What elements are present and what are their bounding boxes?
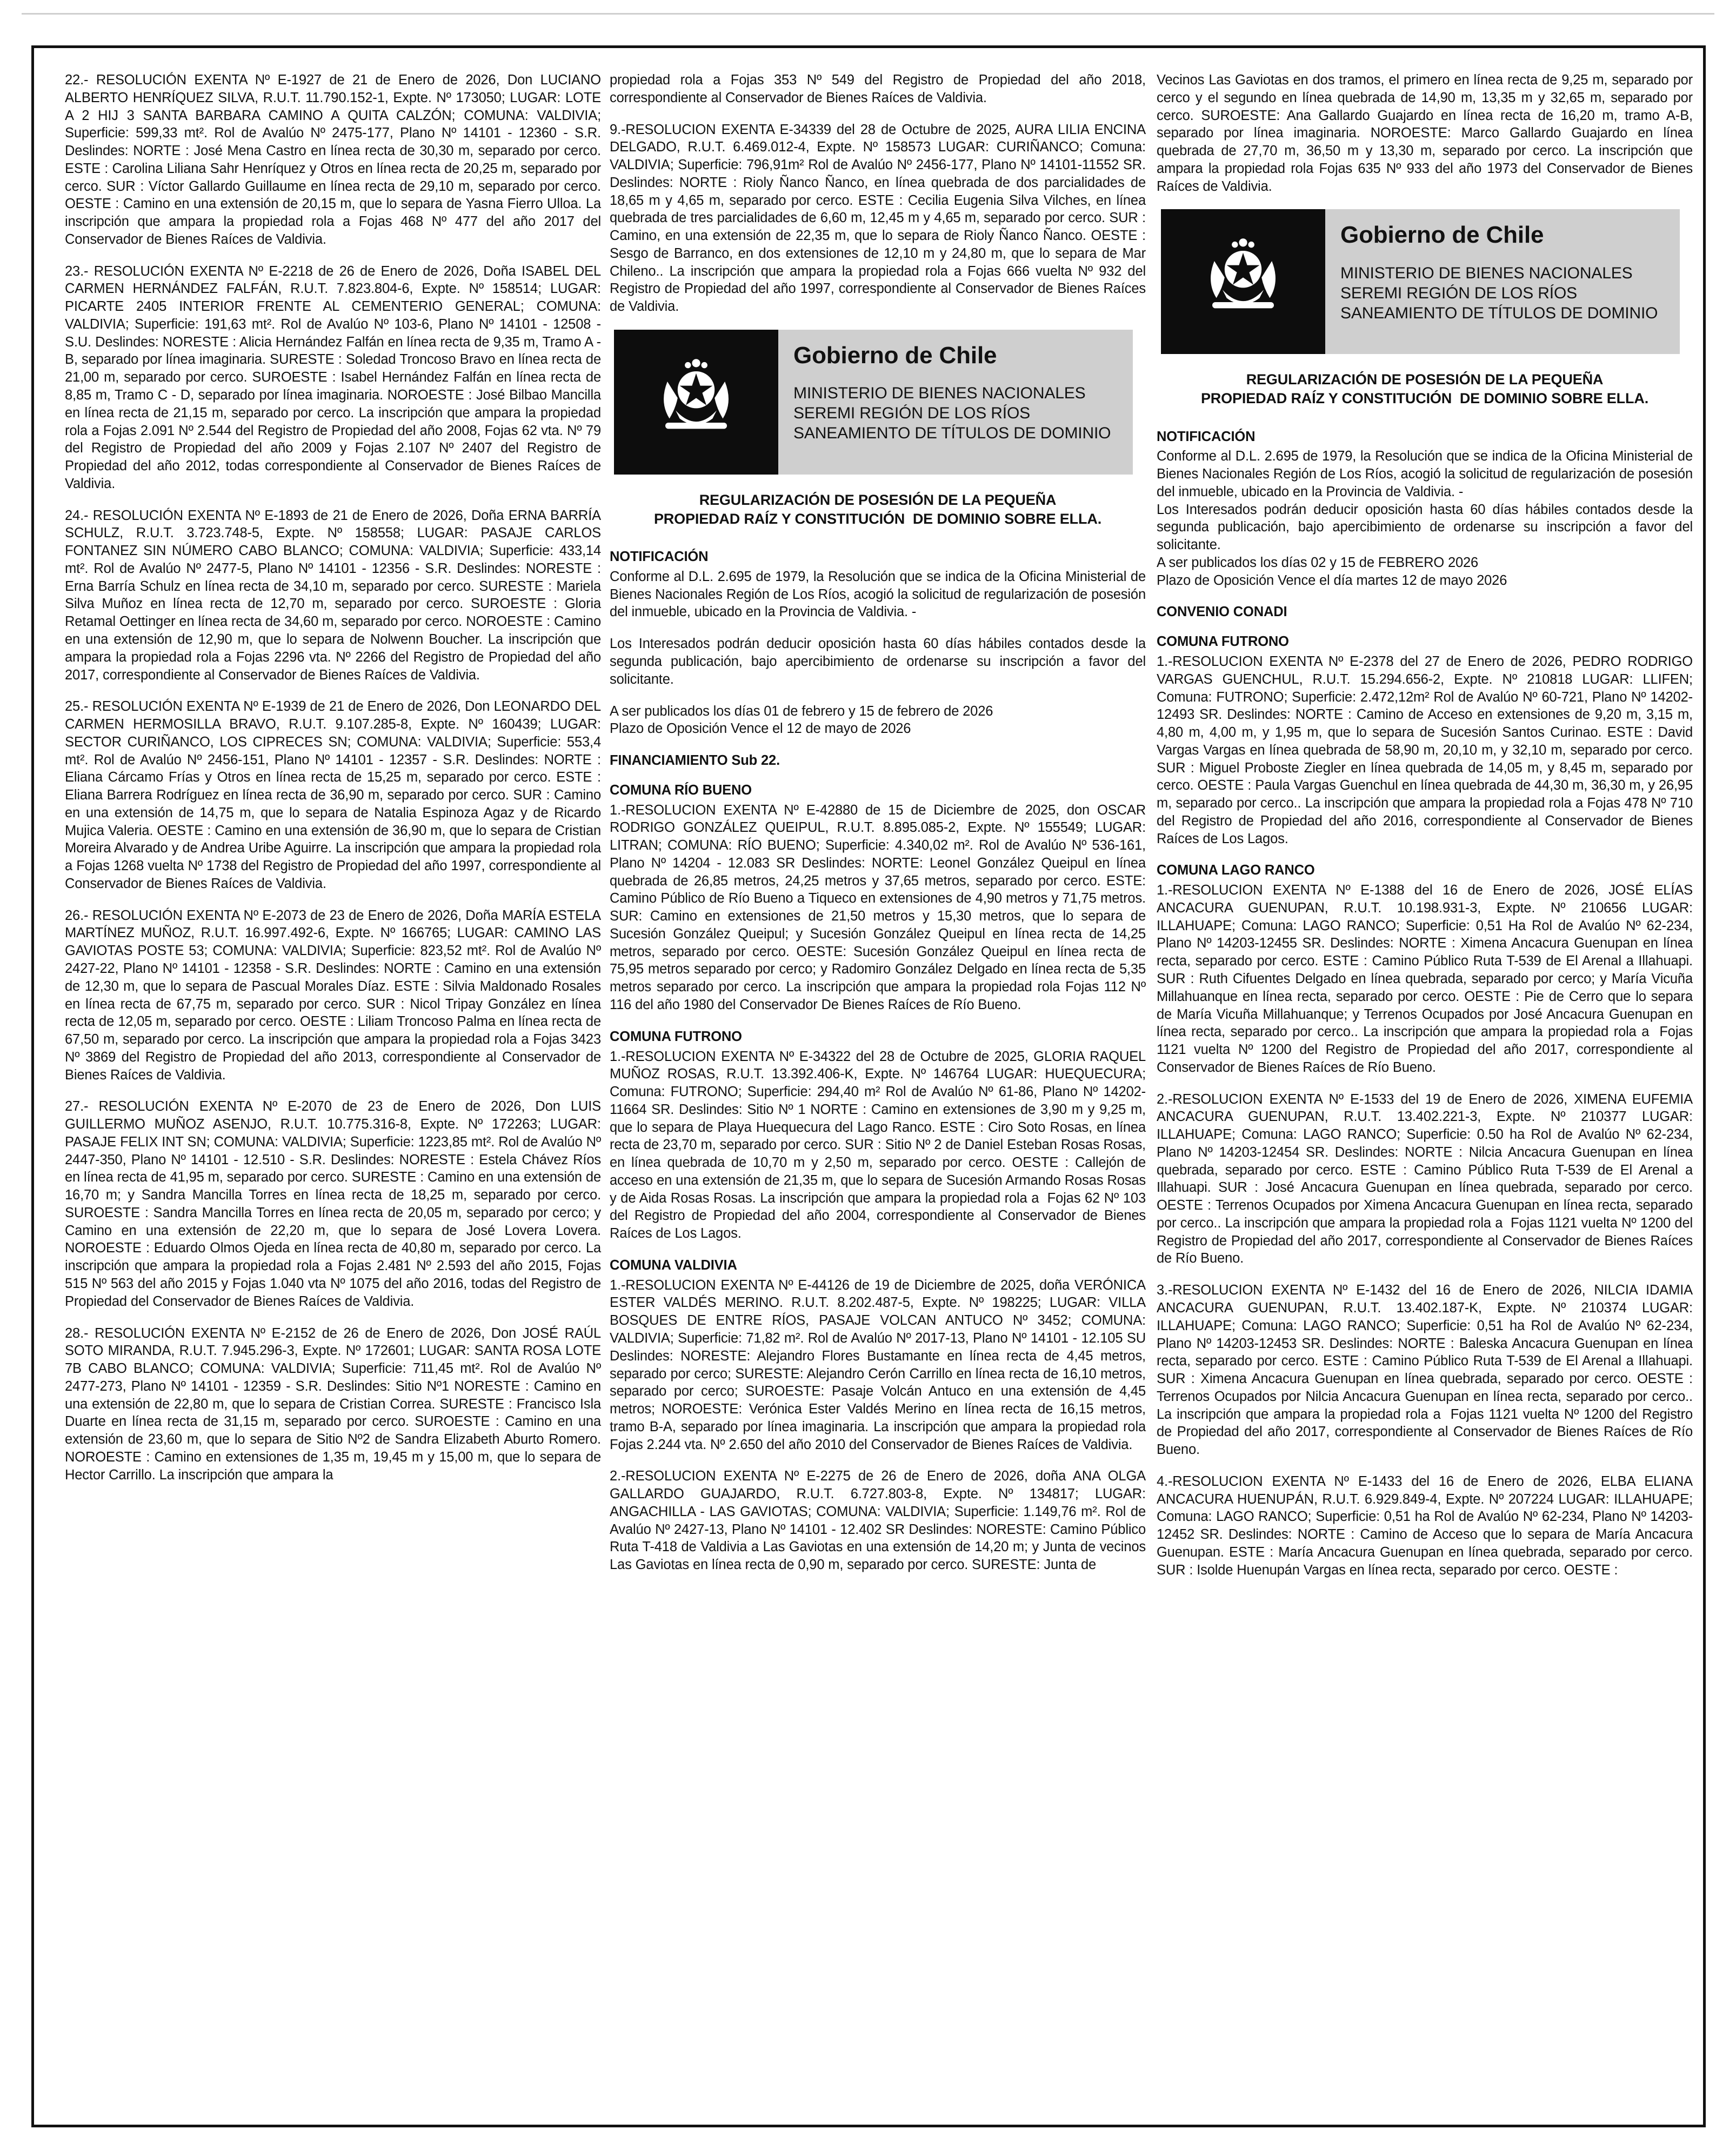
comuna-futrono-heading: COMUNA FUTRONO — [610, 1029, 742, 1044]
gobierno-banner — [1161, 209, 1680, 354]
regularizacion-title: REGULARIZACIÓN DE POSESIÓN DE LA PEQUEÑA PROPIEDAD RAÍZ Y CONSTITUCIÓN DE DOMINIO SOBRE ELLA. — [1200, 371, 1649, 407]
notificacion-text: Conforme al D.L. 2.695 de 1979, la Resolución que se indica de la Oficina Ministerial de Bienes Nacionales Región de Los Ríos, acogió la solicitud de regularización de posesión del inmueble, ubicado en la Provincia de Valdivia. - Los Interesados podrán deducir oposición hasta 60 días hábiles contados desde la segunda publicación, bajo apercibimiento de ordenarse su inscripción a favor del solicitante. A ser publicados los días 02 y 15 de FEBRERO 2026 Plazo de Oposición Vence el día martes 12 de mayo 2026 — [1157, 449, 1693, 588]
notificacion-heading: NOTIFICACIÓN — [610, 549, 709, 565]
lago-ranco-item-4: 4.-RESOLUCION EXENTA Nº E-1433 del 16 de Enero de 2026, ELBA ELIANA ANCACURA HUENUPÁN, R.U.T. 6.929.849-4, Expte. Nº 207224 LUGAR: ILLAHUAPE; Comuna: LAGO RANCO; Superficie: 0,51 ha Rol de Avalúo Nº 62-234, Plano Nº 14203-12452 SR. Deslindes: NORTE : Camino de Acceso que lo separa de María Ancacura Guenupan. ESTE : María Ancacura Guenupan en línea quebrada, separado por cerco. SUR : Isolde Huenupán Vargas en línea recta, separado por cerco. OESTE : — [1157, 1473, 1697, 1578]
valdivia-item-1: 1.-RESOLUCION EXENTA Nº E-44126 de 19 de Diciembre de 2025, doña VERÓNICA ESTER VALDÉS MERINO. R.U.T. 8.202.487-5, Expte. Nº 198225; LUGAR: VILLA BOSQUES DE ENTRE RÍOS, PASAJE VOLCAN ANTUCO Nº 3452; COMUNA: VALDIVIA; Superficie: 71,82 m². Rol de Avalúo Nº 2017-13, Plano Nº 14101 - 12.105 SU Deslindes: NORESTE: Alejandro Flores Bustamante en línea recta de 4,45 metros, separado por cerco; SURESTE: Alejandro Cerón Carrillo en línea recta de 16,10 metros, separado por cerco; SUROESTE: Pasaje Volcán Antuco en una extensión de 4,45 metros; NOROESTE: Verónica Ester Valdés Merino en línea recta de 16,15 metros, tramo B-A, separado por línea imaginaria. La inscripción que ampara la propiedad rola Fojas 2.244 vta. Nº 2.650 del año 2010 del Conservador de Bienes Raíces de Valdivia. — [610, 1277, 1150, 1452]
notice-item-28: 28.- RESOLUCIÓN EXENTA Nº E-2152 de 26 de Enero de 2026, Don JOSÉ RAÚL SOTO MIRANDA, R.U.T. 7.945.296-3, Expte. Nº 172601; LUGAR: SANTA ROSA LOTE 7B CABO BLANCO; COMUNA: VALDIVIA; Superficie: 711,45 mt². Rol de Avalúo Nº 2477-273, Plano Nº 14101 - 12359 - S.R. Deslindes: Sitio Nº1 NORESTE : Camino en una extensión de 22,80 m, que lo separa de Cristian Correa. SURESTE : Francisco Isla Duarte en línea recta de 31,15 m, separado por cerco. SUROESTE : Camino en una extensión de 23,60 m, que lo separa de Sitio Nº2 de Sandra Elizabeth Aburto Romero. NOROESTE : Camino en extensiones de 1,35 m, 19,45 m y 15,00 m, que lo separa de Hector Carrillo. La inscripción que ampara la — [65, 1325, 605, 1483]
notice-item-24: 24.- RESOLUCIÓN EXENTA Nº E-1893 de 21 de Enero de 2026, Doña ERNA BARRÍA SCHULZ, R.U.T. 3.723.748-5, Expte. Nº 158558; LUGAR: PASAJE CARLOS FONTANEZ SIN NÚMERO CABO BLANCO; COMUNA: VALDIVIA; Superficie: 433,14 mt². Rol de Avalúo Nº 2477-5, Plano Nº 14101 - 12356 - S.R. Deslindes: NORESTE : Erna Barría Schulz en línea recta de 34,10 m, separado por cerco. SURESTE : Mariela Silva Muñoz en línea recta de 12,70 m, separado por cerco. SUROESTE : Gloria Retamal Oettinger en línea recta de 34,60 m, separado por cerco. NOROESTE : Camino en una extensión de 12,90 m, que lo separa de Nolwenn Boucher. La inscripción que ampara la propiedad rola a Fojas 2296 vta. Nº 2266 del Registro de Propiedad del año 2017, correspondiente al Conservador de Bienes Raíces de Valdivia. — [65, 508, 605, 683]
notice-continuation: Vecinos Las Gaviotas en dos tramos, el primero en línea recta de 9,25 m, separado por cerco y el segundo en línea quebrada de 14,90 m, 13,35 m y 32,65 m, separado por cerco. SUROESTE: Ana Gallardo Guajardo en línea recta de 16,20 m, tramo A-B, separado por línea imaginaria. NOROESTE: Marco Gallardo Guajardo en línea quebrada de 27,70 m, 36,50 m y 13,30 m, separado por cerco. La inscripción que ampara la propiedad rola Fojas 635 Nº 933 del año 1973 del Conservador de Bienes Raíces de Valdivia. — [1157, 72, 1697, 194]
gobierno-banner — [614, 330, 1133, 475]
column-2 — [610, 71, 1150, 1588]
notificacion-heading: NOTIFICACIÓN — [1157, 429, 1256, 444]
oposicion-text: Los Interesados podrán deducir oposición hasta 60 días hábiles contados desde la segunda publicación, bajo apercibimiento de ordenarse su inscripción a favor del solicitante. — [610, 636, 1150, 687]
notice-continuation: propiedad rola a Fojas 353 Nº 549 del Registro de Propiedad del año 2018, correspondiente al Conservador de Bienes Raíces de Valdivia. — [610, 72, 1150, 105]
comuna-rio-bueno-heading: COMUNA RÍO BUENO — [610, 782, 752, 798]
lago-ranco-item-2: 2.-RESOLUCION EXENTA Nº E-1533 del 19 de Enero de 2026, XIMENA EUFEMIA ANCACURA GUENUPAN, R.U.T. 13.402.221-3, Expte. Nº 210377 LUGAR: ILLAHUAPE; Comuna: LAGO RANCO; Superficie: 0.50 ha Rol de Avalúo Nº 62-234, Plano Nº 14203-12454 SR. Deslindes: NORTE : Nilcia Ancacura Guenupan en línea quebrada, separado por cerco. ESTE : Camino Público Ruta T-539 de El Arenal a Illahuapi. SUR : José Ancacura Guenupan en línea quebrada, separado por cerco. OESTE : Terrenos Ocupados por Ximena Ancacura Guenupan en línea recta, separado por cerco.. La inscripción que ampara la propiedad rola a Fojas 1121 vuelta Nº 1200 del Registro de Propiedad del año 2017, correspondiente al Conservador de Bienes Raíces de Río Bueno. — [1157, 1091, 1697, 1266]
saneamiento-line: SANEAMIENTO DE TÍTULOS DE DOMINIO — [1340, 304, 1658, 322]
gobierno-title: Gobierno de Chile — [1340, 222, 1544, 249]
lago-ranco-item-1: 1.-RESOLUCION EXENTA Nº E-1388 del 16 de Enero de 2026, JOSÉ ELÍAS ANCACURA GUENUPAN, R.U.T. 10.198.931-3, Expte. Nº 210656 LUGAR: ILLAHUAPE; Comuna: LAGO RANCO; Superficie: 0,51 Ha Rol de Avalúo Nº 62-234, Plano Nº 14203-12455 SR. Deslindes: NORTE : Ximena Ancacura Guenupan en línea recta, separado por cerco. ESTE : Camino Público Ruta T-539 de El Arenal a Illahuapi. SUR : Ruth Cifuentes Delgado en línea quebrada, separado por cerco; y María Vicuña Millahuanque en línea recta, separado por cerco. OESTE : Pie de Cerro que lo separa de María Vicuña Millahuanque; y Terrenos Ocupados por José Ancacura Guenupan en línea recta, separado por cerco.. La inscripción que ampara la propiedad rola a Fojas 1121 vuelta Nº 1200 del Registro de Propiedad del año 2017, correspondiente al Conservador de Bienes Raíces de Río Bueno. — [1157, 883, 1697, 1075]
column-3 — [1157, 71, 1697, 1593]
rio-bueno-item-1: 1.-RESOLUCION EXENTA Nº E-42880 de 15 de Diciembre de 2025, don OSCAR RODRIGO GONZÁLEZ QUEIPUL, R.U.T. 8.895.085-2, Expte. Nº 155549; LUGAR: LITRAN; COMUNA: RÍO BUENO; Superficie: 4.340,02 m². Rol de Avalúo Nº 536-161, Plano Nº 14204 - 12.083 SR Deslindes: NORTE: Leonel González Queipul en línea quebrada de 26,85 metros, 24,25 metros y 37,65 metros, separado por cerco. ESTE: Camino Público de Río Bueno a Tiqueco en extensiones de 4,90 metros y 71,75 metros. SUR: Camino en extensiones de 21,50 metros y 15,30 metros, que lo separa de Sucesión González Queipul; y Sucesión González Queipul en línea recta de 14,25 metros, separado por cerco. OESTE: Sucesión González Queipul en línea recta de 75,95 metros separado por cerco; y Radomiro González Delgado en línea recta de 5,35 metros separado por cerco. La inscripción que ampara la propiedad rola Fojas 112 Nº 116 del año 1980 del Conservador De Bienes Raíces de Río Bueno. — [610, 802, 1150, 1012]
futrono-item-1: 1.-RESOLUCION EXENTA Nº E-34322 del 28 de Octubre de 2025, GLORIA RAQUEL MUÑOZ ROSAS, R.U.T. 13.392.406-K, Expte. Nº 146764 LUGAR: HUEQUECURA; Comuna: FUTRONO; Superficie: 294,40 m² Rol de Avalúo Nº 61-86, Plano Nº 14202-11664 SR. Deslindes: Sitio Nº 1 NORTE : Camino en extensiones de 3,90 m y 9,25 m, que lo separa de Playa Huequecura del Lago Ranco. ESTE : Ciro Soto Rosas, en línea recta de 23,70 m, separado por cerco. SUR : Sitio Nº 2 de Daniel Esteban Rosas Rosas, en línea quebrada de 10,70 m y 2,50 m, separado por cerco. OESTE : Callejón de acceso en una extensión de 21,35 m, que lo separa de Sucesión Armando Rosas Rosas y de Aida Rosas Rosas. La inscripción que ampara la propiedad rola a Fojas 62 Nº 103 del Registro de Propiedad del año 2004, correspondiente al Conservador de Bienes Raíces de Los Lagos. — [610, 1049, 1150, 1241]
notice-item-25: 25.- RESOLUCIÓN EXENTA Nº E-1939 de 21 de Enero de 2026, Don LEONARDO DEL CARMEN HERMOSILLA BRAVO, R.U.T. 9.107.285-8, Expte. Nº 160439; LUGAR: SECTOR CURIÑANCO, LOS CIPRECES SN; COMUNA: VALDIVIA; Superficie: 553,4 mt². Rol de Avalúo Nº 2456-151, Plano Nº 14101 - 12357 - S.R. Deslindes: NORTE : Eliana Cárcamo Frías y Otros en línea recta de 15,25 m, separado por cerco. ESTE : Eliana Barrera Rodríguez en línea recta de 36,90 m, separado por cerco. SUR : Camino en una extensión de 14,75 m, que lo separa de Natalia Espinoza Agaz y de Ricardo Mujica Valeria. OESTE : Camino en una extensión de 36,90 m, que lo separa de Cristian Moreira Alvarado y de Andrea Uribe Aguirre. La inscripción que ampara la propiedad rola a Fojas 1268 vuelta Nº 1738 del Registro de Propiedad del año 1997, correspondiente al Conservador de Bienes Raíces de Valdivia. — [65, 699, 605, 891]
notice-item-23: 23.- RESOLUCIÓN EXENTA Nº E-2218 de 26 de Enero de 2026, Doña ISABEL DEL CARMEN HERNÁNDEZ FALFÁN, R.U.T. 7.823.804-6, Expte. Nº 158514; LUGAR: PICARTE 2405 INTERIOR FRENTE AL CEMENTERIO GENERAL; COMUNA: VALDIVIA; Superficie: 191,63 mt². Rol de Avalúo Nº 103-6, Plano Nº 14101 - 12508 - S.U. Deslindes: NORESTE : Alicia Hernández Falfán en línea recta de 9,35 m, Tramo A - B, separado por línea imaginaria. SURESTE : Soledad Troncoso Bravo en línea recta de 21,00 m, separado por cerco. SUROESTE : Isabel Hernández Falfán en línea recta de 8,85 m, Tramo C - D, separado por línea imaginaria. NOROESTE : José Bilbao Mancilla en línea recta de 21,15 m, separado por cerco. La inscripción que ampara la propiedad rola a Fojas 2.091 Nº 2.544 del Registro de Propiedad del año 2008, Fojas 62 vta. Nº 79 del Registro de Propiedad del año 2009 y Fojas 2.107 Nº 2407 del Registro de Propiedad del año 2012, todas correspondiente al Conservador de Bienes Raíces de Valdivia. — [65, 263, 605, 491]
notificacion-text: Conforme al D.L. 2.695 de 1979, la Resolución que se indica de la Oficina Ministerial de Bienes Nacionales Región de Los Ríos, acogió la solicitud de regularización de posesión del inmueble, ubicado en la Provincia de Valdivia. - — [610, 569, 1150, 620]
top-rule — [22, 13, 1714, 15]
coat-of-arms-icon — [1161, 209, 1325, 354]
financiamiento-heading: FINANCIAMIENTO Sub 22. — [610, 753, 780, 769]
column-1 — [65, 71, 605, 1498]
convenio-heading: CONVENIO CONADI — [1157, 604, 1287, 620]
ministerio-line: MINISTERIO DE BIENES NACIONALES — [1340, 264, 1633, 282]
notice-item-27: 27.- RESOLUCIÓN EXENTA Nº E-2070 de 23 de Enero de 2026, Don LUIS GUILLERMO MUÑOZ ASENJO, R.U.T. 10.775.316-8, Expte. Nº 172263; LUGAR: PASAJE FELIX INT SN; COMUNA: VALDIVIA; Superficie: 1223,85 mt². Rol de Avalúo Nº 2447-350, Plano Nº 14101 - 12.510 - S.R. Deslindes: NORESTE : Estela Chávez Ríos en línea recta de 41,95 m, separado por cerco. SURESTE : Camino en una extensión de 16,70 m; y Sandra Mancilla Torres en línea recta de 18,25 m, separado por cerco. SUROESTE : Sandra Mancilla Torres en línea recta de 20,05 m, separado por cerco; y Camino en una extensión de 22,20 m, que lo separa de José Lovera Lovera. NOROESTE : Eduardo Olmos Ojeda en línea recta de 40,80 m, separado por cerco. La inscripción que ampara la propiedad rola a Fojas 2.481 Nº 2.593 del año 2015, Fojas 515 Nº 563 del año 2015 y Fojas 1.040 vta Nº 1075 del año 2016, todas del Registro de Propiedad del Conservador de Bienes Raíces de Valdivia. — [65, 1099, 605, 1309]
comuna-lago-ranco-heading: COMUNA LAGO RANCO — [1157, 863, 1315, 878]
ministerio-line: MINISTERIO DE BIENES NACIONALES — [793, 384, 1086, 403]
saneamiento-line: SANEAMIENTO DE TÍTULOS DE DOMINIO — [793, 424, 1111, 443]
notice-item-9: 9.-RESOLUCION EXENTA E-34339 del 28 de Octubre de 2025, AURA LILIA ENCINA DELGADO, R.U.T. 6.469.012-4, Expte. Nº 158573 LUGAR: CURIÑANCO; Comuna: VALDIVIA; Superficie: 796,91m² Rol de Avalúo Nº 2456-177, Plano Nº 14101-11552 SR. Deslindes: NORTE : Rioly Ñanco Ñanco, en línea quebrada de dos parcialidades de 18,65 m y 4,65 m, separado por cerco. ESTE : Cecilia Eugenia Silva Vilches, en línea quebrada de tres parcialidades de 6,60 m, 12,45 m y 4,65 m, separado por cerco. SUR : Camino, en una extensión de 22,35 m, que lo separa de Rioly Ñanco Ñanco. OESTE : Sesgo de Barranco, en dos extensiones de 12,10 m y 24,80 m, que lo separa de Mar Chileno.. La inscripción que ampara la propiedad rola a Fojas 666 vuelta Nº 932 del Registro de Propiedad del año 1997, correspondiente al Conservador de Bienes Raíces de Valdivia. — [610, 122, 1150, 315]
comuna-futrono-heading: COMUNA FUTRONO — [1157, 634, 1289, 650]
seremi-line: SEREMI REGIÓN DE LOS RÍOS — [793, 404, 1031, 423]
notice-item-22: 22.- RESOLUCIÓN EXENTA Nº E-1927 de 21 de Enero de 2026, Don LUCIANO ALBERTO HENRÍQUEZ SILVA, R.U.T. 11.790.152-1, Expte. Nº 173050; LUGAR: LOTE A 2 HIJ 3 SANTA BARBARA CAMINO A QUITA CALZÓN; COMUNA: VALDIVIA; Superficie: 599,33 mt². Rol de Avalúo Nº 2475-177, Plano Nº 14101 - 12360 - S.R. Deslindes: NORTE : José Mena Castro en línea recta de 30,30 m, separado por cerco. ESTE : Carolina Liliana Sahr Henríquez y Otros en línea recta de 20,25 m, separado por cerco. SUR : Víctor Gallardo Guillaume en línea recta de 29,10 m, separado por cerco. OESTE : Camino en una extensión de 20,15 m, que lo separa de Yasna Fierro Ulloa. La inscripción que ampara la propiedad rola a Fojas 468 Nº 477 del año 2017 del Conservador de Bienes Raíces de Valdivia. — [65, 72, 605, 247]
regularizacion-title: REGULARIZACIÓN DE POSESIÓN DE LA PEQUEÑA PROPIEDAD RAÍZ Y CONSTITUCIÓN DE DOMINIO SOBRE ELLA. — [653, 491, 1102, 528]
valdivia-item-2: 2.-RESOLUCION EXENTA Nº E-2275 de 26 de Enero de 2026, doña ANA OLGA GALLARDO GUAJARDO, R.U.T. 6.727.803-8, Expte. Nº 134817; LUGAR: ANGACHILLA - LAS GAVIOTAS; COMUNA: VALDIVIA; Superficie: 1.149,76 m². Rol de Avalúo Nº 2427-13, Plano Nº 14101 - 12.402 SR Deslindes: NORESTE: Camino Público Ruta T-418 de Valdivia a Las Gaviotas en una extensión de 14,20 m; y Junta de vecinos Las Gaviotas en línea recta de 0,90 m, separado por cerco. SURESTE: Junta de — [610, 1469, 1150, 1573]
publicacion-text: A ser publicados los días 01 de febrero y 15 de febrero de 2026 Plazo de Oposición Vence el 12 de mayo de 2026 — [610, 703, 993, 737]
gobierno-title: Gobierno de Chile — [793, 342, 997, 369]
futrono-item-1: 1.-RESOLUCION EXENTA Nº E-2378 del 27 de Enero de 2026, PEDRO RODRIGO VARGAS GUENCHUL, R.U.T. 15.294.656-2, Expte. Nº 210818 LUGAR: LLIFEN; Comuna: FUTRONO; Superficie: 2.472,12m² Rol de Avalúo Nº 60-721, Plano Nº 14202-12493 SR. Deslindes: NORTE : Camino de Acceso en extensiones de 9,20 m, 3,15 m, 4,80 m, 4,00 m, y 1,95 m, que lo separa de Sucesión Santos Curinao. ESTE : David Vargas Vargas en línea quebrada de 58,90 m, 20,10 m, y 32,10 m, separado por cerco. SUR : Miguel Proboste Ziegler en línea quebrada de 14,05 m, y 8,45 m, separado por cerco. OESTE : Paula Vargas Guenchul en línea quebrada de 44,30 m, 36,30 m, y 26,95 m, separado por cerco.. La inscripción que ampara la propiedad rola a Fojas 478 Nº 710 del Registro de Propiedad del año 2016, correspondiente al Conservador de Bienes Raíces de Los Lagos. — [1157, 653, 1697, 846]
coat-of-arms-icon — [614, 330, 778, 475]
lago-ranco-item-3: 3.-RESOLUCION EXENTA Nº E-1432 del 16 de Enero de 2026, NILCIA IDAMIA ANCACURA GUENUPAN, R.U.T. 13.402.187-K, Expte. Nº 210374 LUGAR: ILLAHUAPE; Comuna: LAGO RANCO; Superficie: 0,51 ha Rol de Avalúo Nº 62-234, Plano Nº 14203-12453 SR. Deslindes: NORTE : Baleska Ancacura Guenupan en línea recta, separado por cerco. ESTE : Camino Público Ruta T-539 de El Arenal a Illahuapi. SUR : Ximena Ancacura Guenupan en línea quebrada, separado por cerco. OESTE : Terrenos Ocupados por Nilcia Ancacura Guenupan en línea recta, separado por cerco.. La inscripción que ampara la propiedad rola a Fojas 1121 vuelta Nº 1200 del Registro de Propiedad del año 2017, correspondiente al Conservador de Bienes Raíces de Río Bueno. — [1157, 1283, 1697, 1458]
seremi-line: SEREMI REGIÓN DE LOS RÍOS — [1340, 284, 1578, 302]
notice-item-26: 26.- RESOLUCIÓN EXENTA Nº E-2073 de 23 de Enero de 2026, Doña MARÍA ESTELA MARTÍNEZ MUÑOZ, R.U.T. 16.997.492-6, Expte. Nº 166765; LUGAR: CAMINO LAS GAVIOTAS POSTE 53; COMUNA: VALDIVIA; Superficie: 823,52 mt². Rol de Avalúo Nº 2427-22, Plano Nº 14101 - 12358 - S.R. Deslindes: NORTE : Camino en una extensión de 12,30 m, que lo separa de Pascual Morales Díaz. ESTE : Silvia Maldonado Rosales en línea recta de 67,75 m, separado por cerco. SUR : Nicol Tripay González en línea recta de 12,05 m, separado por cerco. OESTE : Liliam Troncoso Palma en línea recta de 67,50 m, separado por cerco. La inscripción que ampara la propiedad rola a Fojas 3423 Nº 3869 del Registro de Propiedad del año 2013, correspondiente al Conservador de Bienes Raíces de Valdivia. — [65, 907, 605, 1083]
comuna-valdivia-heading: COMUNA VALDIVIA — [610, 1257, 737, 1273]
